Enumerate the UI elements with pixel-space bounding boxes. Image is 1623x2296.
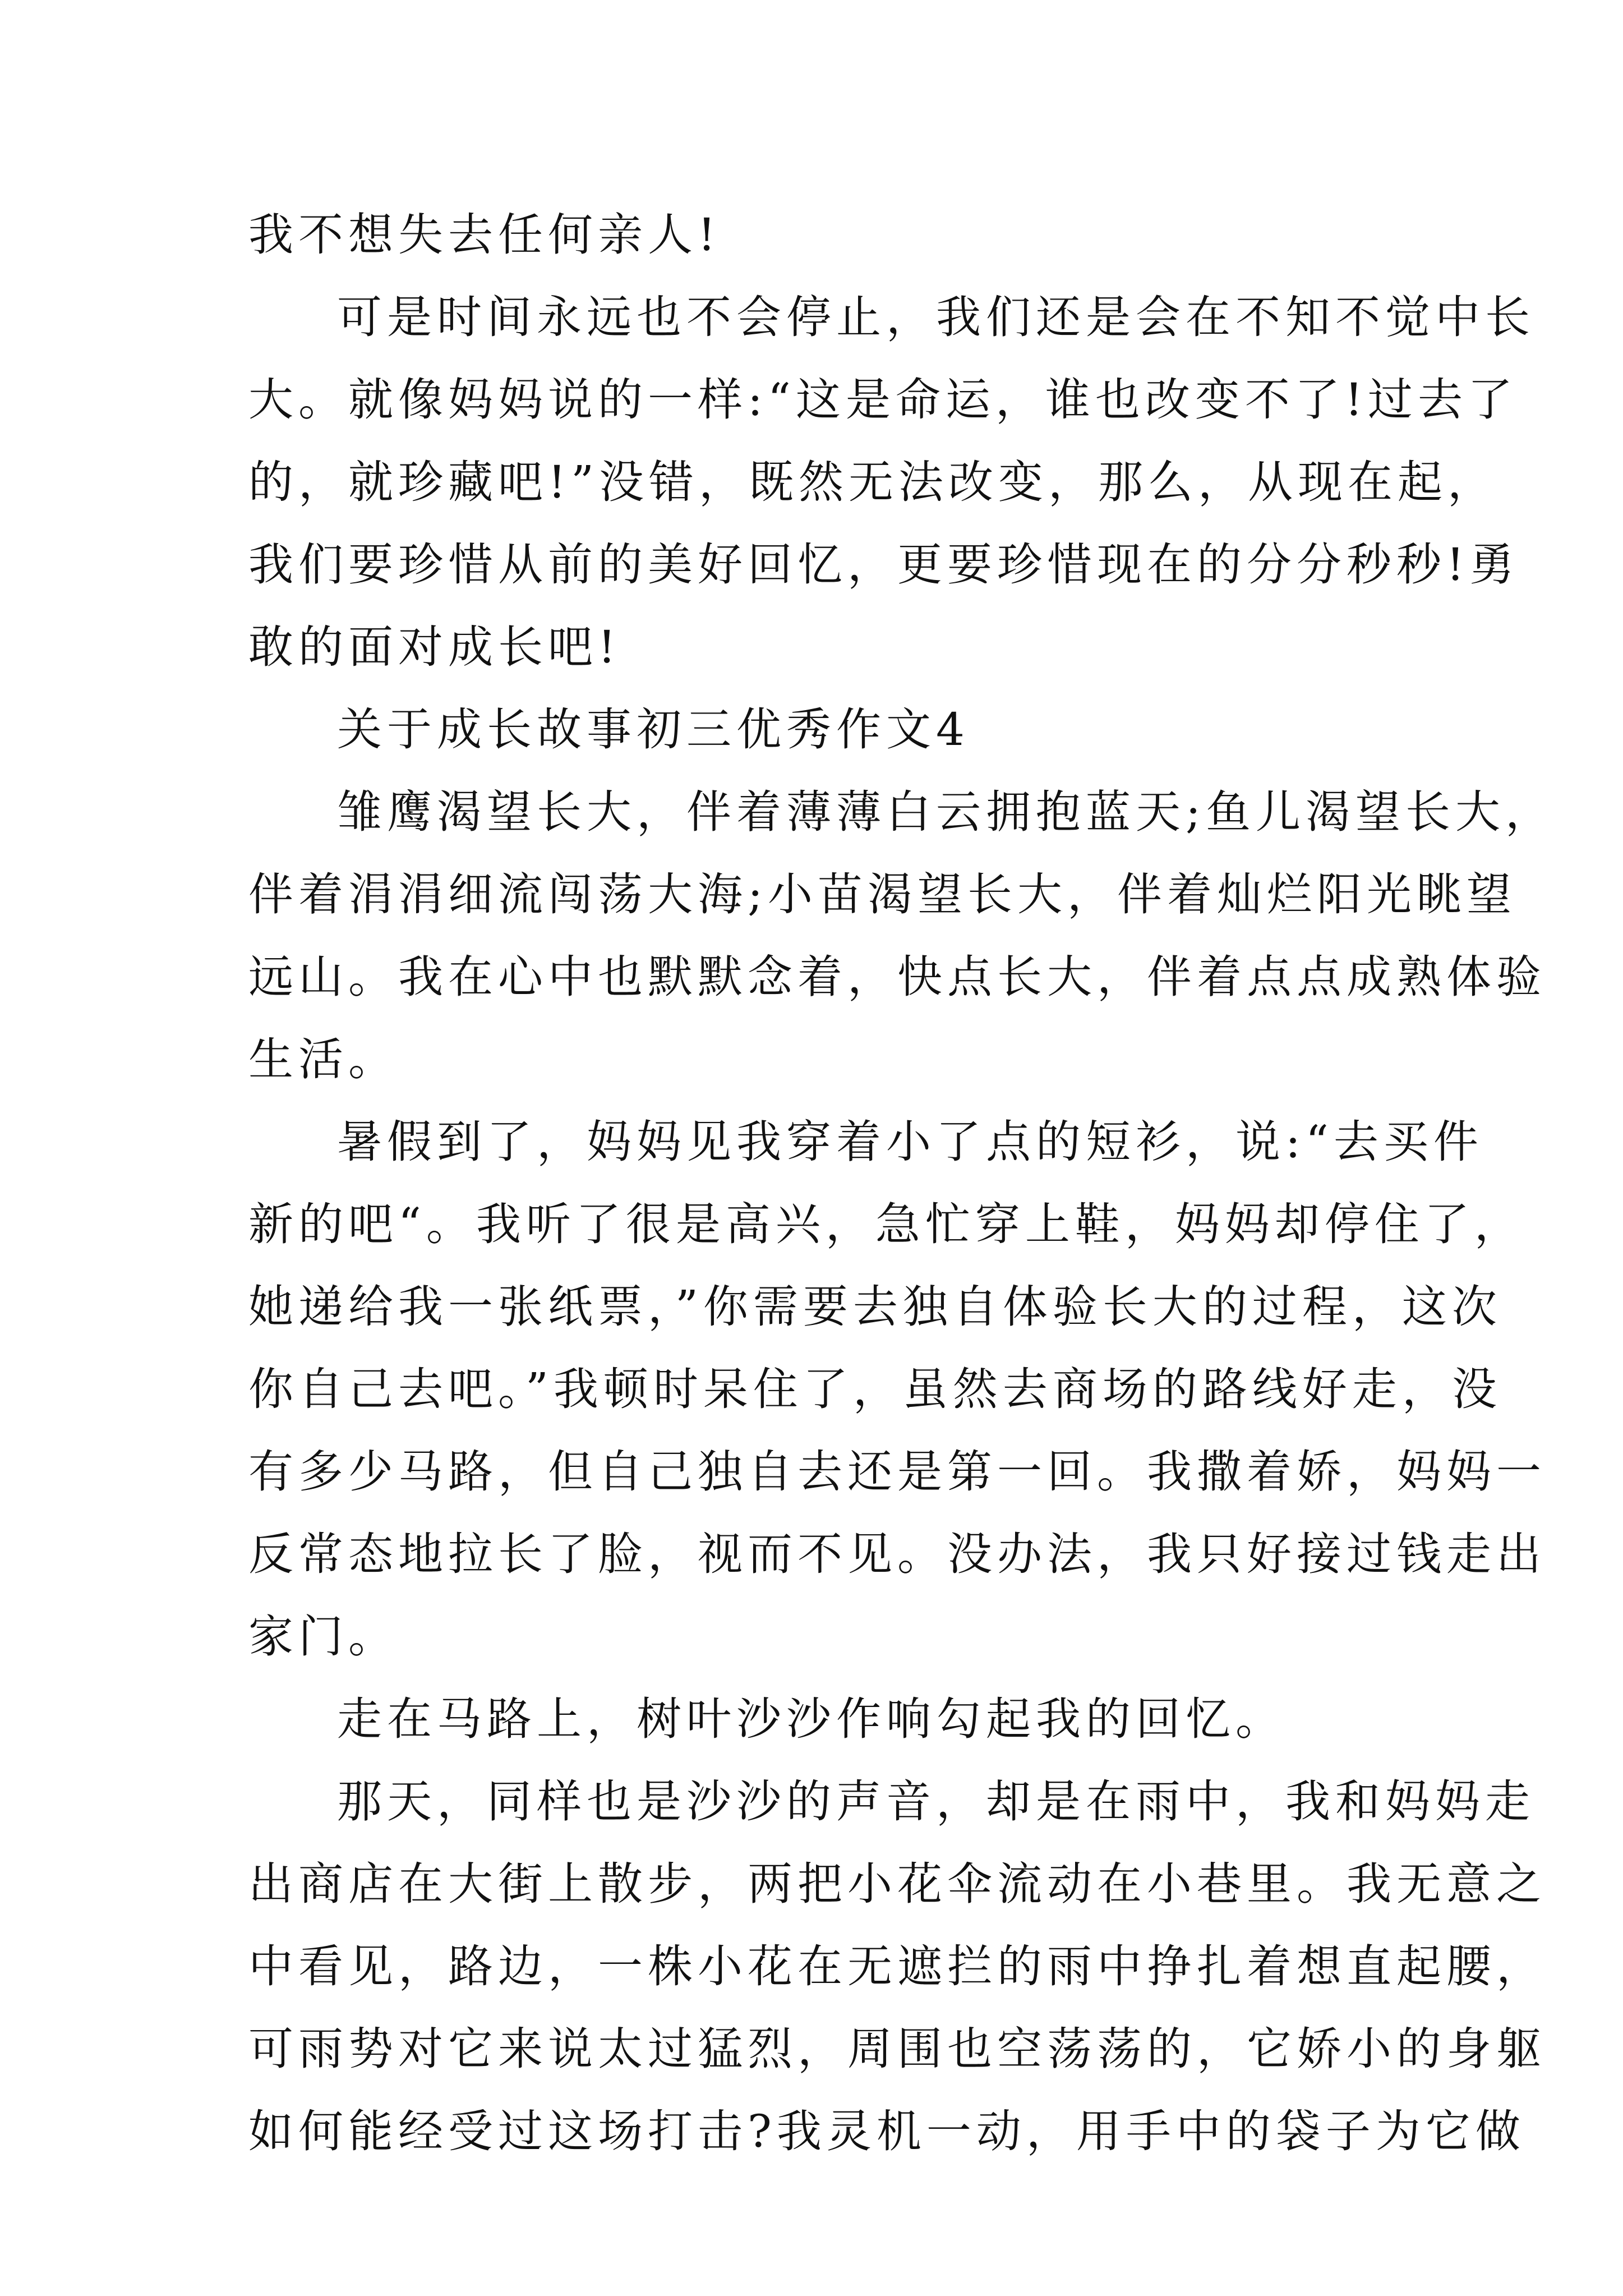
text-line: 反常态地拉长了脸，视而不见。没办法，我只好接过钱走出 [248, 1528, 1546, 1580]
text-line: 可雨势对它来说太过猛烈，周围也空荡荡的，它娇小的身躯 [248, 2023, 1546, 2075]
text-line: 生活。 [248, 1033, 398, 1085]
text-line: 她递给我一张纸票，”你需要去独自体验长大的过程，这次 [248, 1281, 1502, 1333]
text-line: 有多少马路，但自己独自去还是第一回。我撒着娇，妈妈一 [248, 1446, 1546, 1498]
text-line: 出商店在大街上散步，两把小花伞流动在小巷里。我无意之 [248, 1858, 1546, 1910]
text-line: 伴着涓涓细流闯荡大海;小苗渴望长大，伴着灿烂阳光眺望 [248, 868, 1516, 921]
text-line: 那天，同样也是沙沙的声音，却是在雨中，我和妈妈走 [337, 1775, 1535, 1828]
text-line: 雏鹰渴望长大，伴着薄薄白云拥抱蓝天;鱼儿渴望长大， [337, 786, 1555, 838]
text-line: 你自己去吧。”我顿时呆住了，虽然去商场的路线好走，没 [248, 1363, 1502, 1415]
essay-text [248, 194, 1555, 2173]
text-line: 家门。 [248, 1611, 398, 1663]
text-line: 大。就像妈妈说的一样:“这是命运，谁也改变不了!过去了 [248, 374, 1518, 426]
section-heading: 关于成长故事初三优秀作文4 [337, 703, 970, 756]
text-line: 如何能经受过这场打击?我灵机一动，用手中的袋子为它做 [248, 2105, 1525, 2157]
text-line: 敢的面对成长吧! [248, 621, 621, 673]
text-line: 暑假到了，妈妈见我穿着小了点的短衫，说:“去买件 [337, 1116, 1483, 1168]
text-line: 我们要珍惜从前的美好回忆，更要珍惜现在的分分秒秒!勇 [248, 539, 1520, 591]
text-line: 新的吧“。我听了很是高兴，急忙穿上鞋，妈妈却停住了， [248, 1198, 1524, 1250]
text-line: 我不想失去任何亲人! [248, 209, 721, 261]
text-line: 远山。我在心中也默默念着，快点长大，伴着点点成熟体验 [248, 951, 1546, 1003]
text-line: 可是时间永远也不会停止，我们还是会在不知不觉中长 [337, 291, 1535, 343]
text-line: 走在马路上，树叶沙沙作响勾起我的回忆。 [337, 1693, 1285, 1745]
text-line: 中看见，路边，一株小花在无遮拦的雨中挣扎着想直起腰， [248, 1940, 1546, 1993]
text-line: 的，就珍藏吧!”没错，既然无法改变，那么，从现在起， [248, 456, 1498, 508]
